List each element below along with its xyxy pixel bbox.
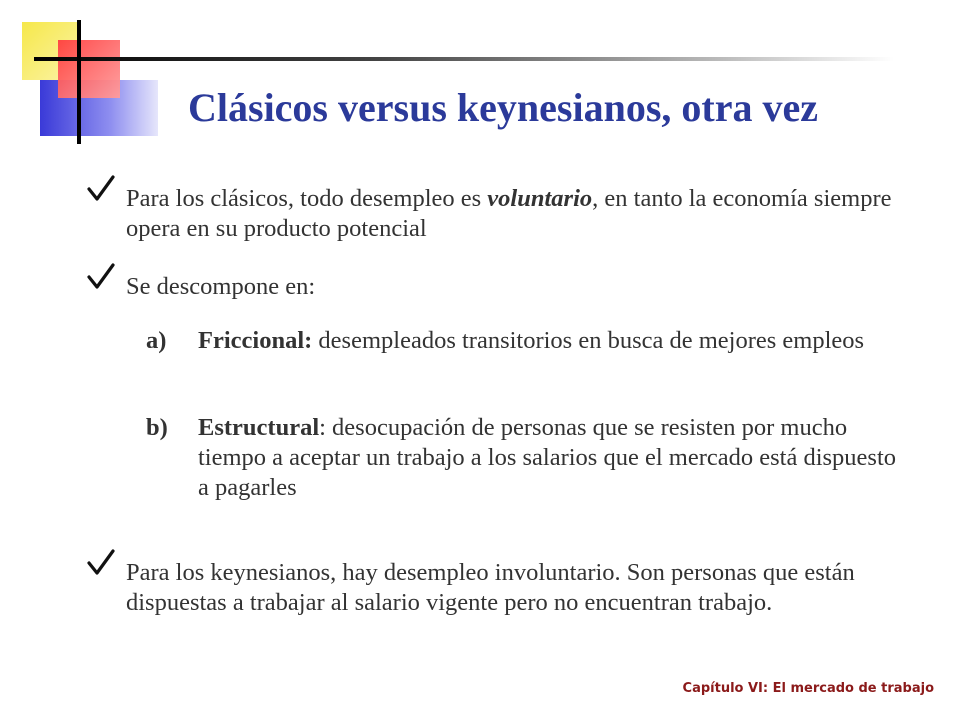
checkmark-icon [86, 262, 116, 292]
bullet-text-emphasis: voluntario [487, 185, 593, 212]
bullet-text: Para los keynesianos, hay desempleo involuntario. Son personas que están dispuestas a trabajar al salario vigente pero no encuentran trabajo. [126, 559, 855, 616]
red-square-decoration [58, 40, 120, 98]
bullet-text: Se descompone en: [126, 273, 316, 300]
subitem-description: desempleados transitorios en busca de mejores empleos [312, 327, 865, 354]
subitem-text [198, 413, 908, 503]
subitem-description: : desocupación de personas que se resisten por mucho tiempo a aceptar un trabajo a los salarios que el mercado está dispuesto a pagarles [198, 414, 896, 501]
subitem-term: Friccional: [198, 327, 313, 354]
bullet-text-pre: Para los clásicos, todo desempleo es [126, 185, 488, 212]
slide-footer: Capítulo VI: El mercado de trabajo [682, 681, 934, 696]
bullet-text-post: , en tanto la economía siempre opera en su producto potencial [126, 185, 892, 242]
subitem-marker: a) [146, 327, 167, 354]
decorative-logo [0, 0, 960, 160]
subitem-marker: b) [146, 414, 168, 441]
checkmark-icon [86, 174, 116, 204]
subitem-text [198, 326, 908, 356]
bullet-descompone [126, 272, 906, 302]
bullet-clasicos [126, 184, 906, 244]
horizontal-rule-decoration [34, 57, 894, 61]
bullet-keynesianos [126, 558, 906, 618]
slide-title: Clásicos versus keynesianos, otra vez [188, 85, 818, 130]
checkmark-icon [86, 548, 116, 578]
vertical-rule-decoration [77, 20, 81, 144]
subitem-term: Estructural [198, 414, 320, 441]
